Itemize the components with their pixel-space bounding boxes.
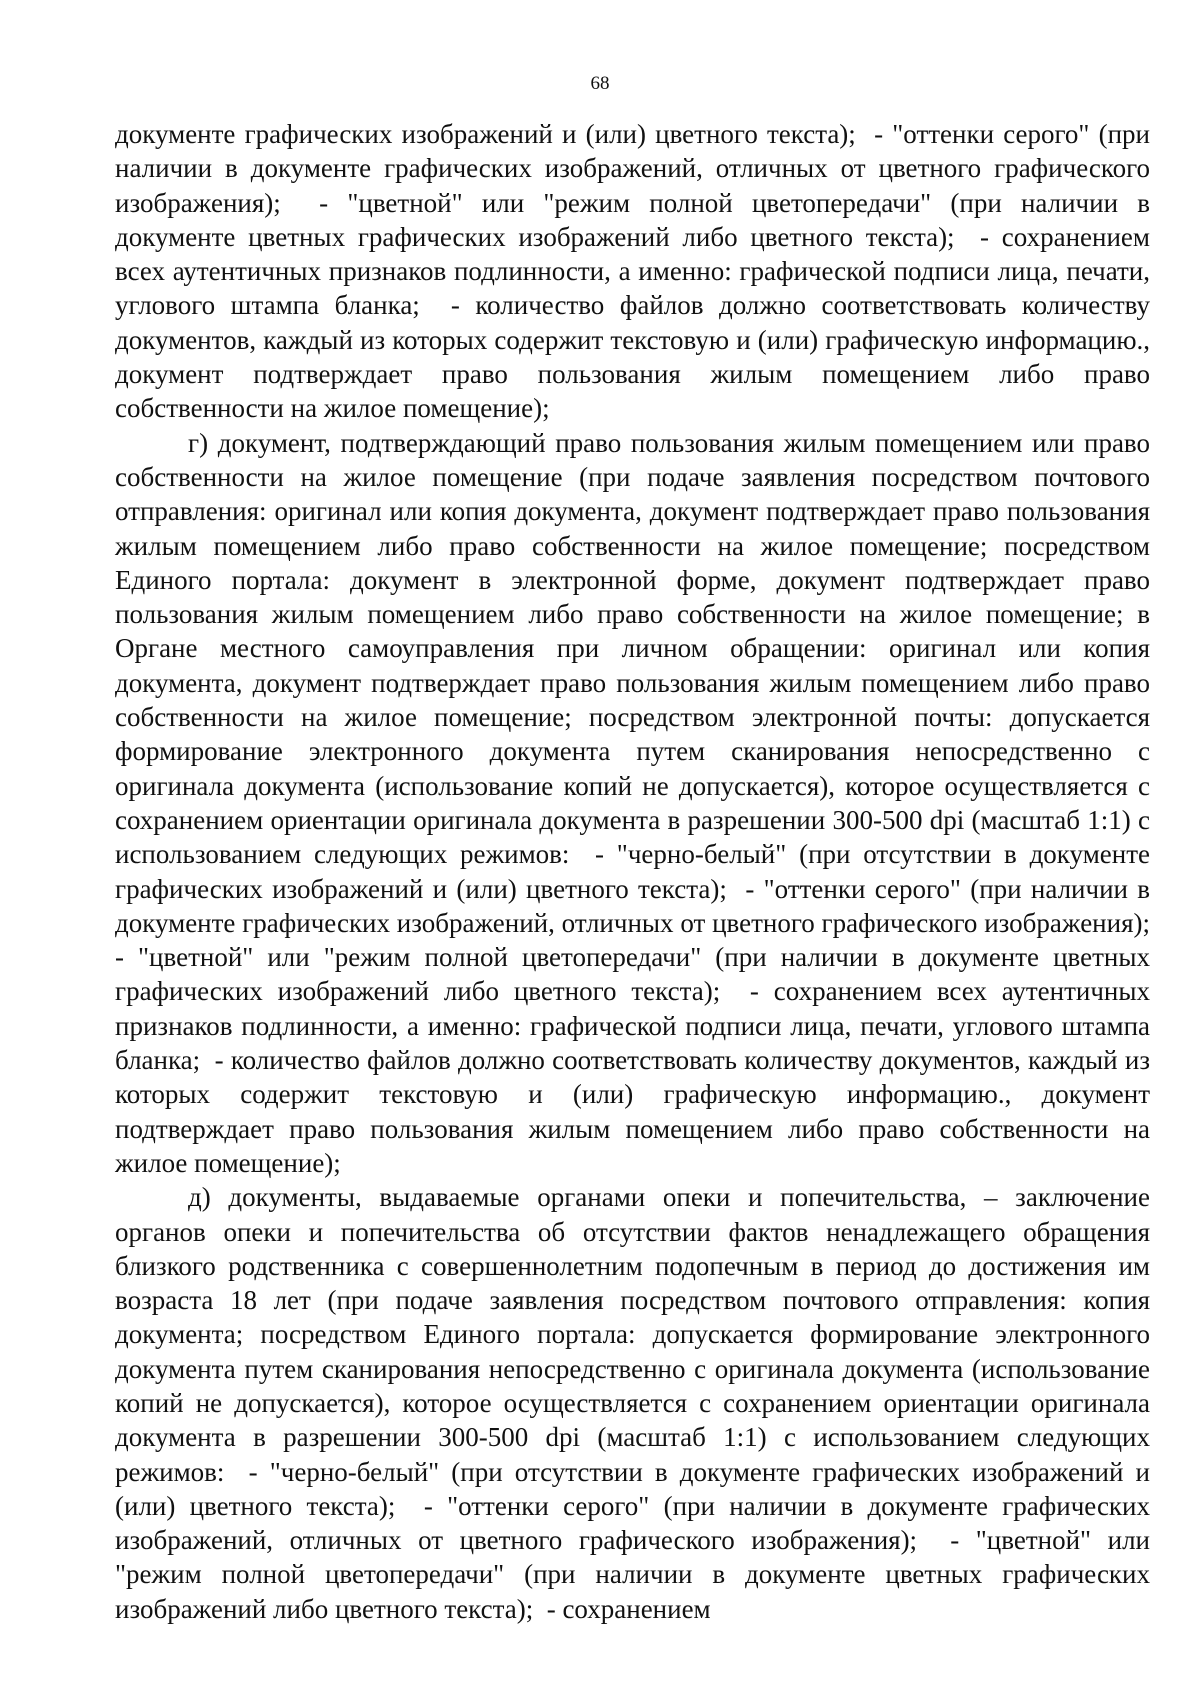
document-body xyxy=(115,117,1164,1626)
paragraph-item-g: г) документ, подтверждающий право пользования жилым помещением или право собственности на жилое помещение (при подаче заявления посредством почтового отправления: оригинал или копия документа, документ подтверждает право пользования жилым помещением либо право собственности на жилое помещение; посредством Единого портала: документ в электронной форме, документ подтверждает право пользования жилым помещением либо право собственности на жилое помещение; в Органе местного самоуправления при личном обращении: оригинал или копия документа, документ подтверждает право пользования жилым помещением либо право собственности на жилое помещение; посредством электронной почты: допускается формирование электронного документа путем сканирования непосредственно с оригинала документа (использование копий не допускается), которое осуществляется с сохранением ориентации оригинала документа в разрешении 300-500 dpi (масштаб 1:1) с использованием следующих режимов: - "черно-белый" (при отсутствии в документе графических изображений и (или) цветного текста); - "оттенки серого" (при наличии в документе графических изображений, отличных от цветного графического изображения); - "цветной" или "режим полной цветопередачи" (при наличии в документе цветных графических изображений либо цветного текста); - сохранением всех аутентичных признаков подлинности, а именно: графической подписи лица, печати, углового штампа бланка; - количество файлов должно соответствовать количеству документов, каждый из которых содержит текстовую и (или) графическую информацию., документ подтверждает право пользования жилым помещением либо право собственности на жилое помещение); xyxy=(115,427,1164,1178)
page-number: 68 xyxy=(590,73,610,94)
paragraph-continuation: документе графических изображений и (или) цветного текста); - "оттенки серого" (при наличии в документе графических изображений, отличных от цветного графического изображения); - "цветной" или "режим полной цветопередачи" (при наличии в документе цветных графических изображений либо цветного текста); - сохранением всех аутентичных признаков подлинности, а именно: графической подписи лица, печати, углового штампа бланка; - количество файлов должно соответствовать количеству документов, каждый из которых содержит текстовую и (или) графическую информацию., документ подтверждает право пользования жилым помещением либо право собственности на жилое помещение); xyxy=(115,119,1157,424)
paragraph-item-d: д) документы, выдаваемые органами опеки и попечительства, – заключение органов опеки и попечительства об отсутствии фактов ненадлежащего обращения близкого родственника с совершеннолетним подопечным в период до достижения им возраста 18 лет (при подаче заявления посредством почтового отправления: копия документа; посредством Единого портала: допускается формирование электронного документа путем сканирования непосредственно с оригинала документа (использование копий не допускается), которое осуществляется с сохранением ориентации оригинала документа в разрешении 300-500 dpi (масштаб 1:1) с использованием следующих режимов: - "черно-белый" (при отсутствии в документе графических изображений и (или) цветного текста); - "оттенки серого" (при наличии в документе графических изображений, отличных от цветного графического изображения); - "цветной" или "режим полной цветопередачи" (при наличии в документе цветных графических изображений либо цветного текста); - сохранением xyxy=(115,1182,1157,1624)
